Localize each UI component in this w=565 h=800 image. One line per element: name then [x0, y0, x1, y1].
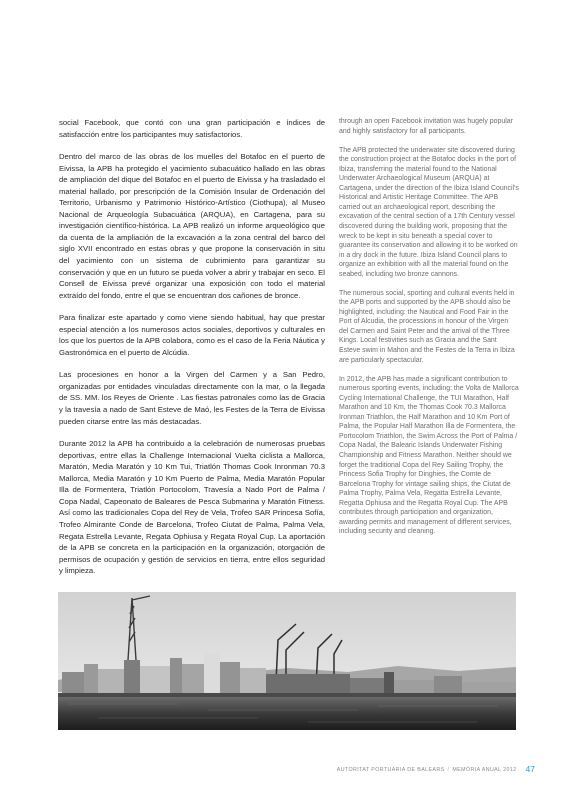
spanish-paragraph: Durante 2012 la APB ha contribuido a la celebración de numerosas pruebas deportivas, entre ellas la Challenge Internacional Vuelta ciclista a Mallorca, Maratón, Media Maratón y 10 Km Tui, Triatlón Thomas Cook Inronman 70.3 Mallorca, Media Maratón y 10 Km Puerto de Palma, Media Maratón Popular Illa de Formentera, Triatlón Portocolom, Travesía a Nado Port de Palma / Copa Nadal, Capeonato de Baleares de Pesca Submarina y Maratón Fitness. Así como las tradicionales Copa del Rey de Vela, Trofeo SAR Princesa Sofía, Trofeo Almirante Conde de Barcelona, Trofeo Ciutat de Palma, Palma Vela, Regata Estrella Levante, Regata Ophiusa y Regata Royal Cup. La aportación de la APB se concreta en la participación en la organización, otorgación de permisos de ocupación y gestión de servicios en tierra, entre ellos seguridad y limpieza.: [59, 439, 325, 576]
english-text-column: [339, 117, 519, 546]
english-paragraph: In 2012, the APB has made a significant contribution to numerous sporting events, including: the Volta de Mallorca Cycling International Challenge, the TUI Marathon, Half Marathon and 10 Km, the Thomas Cook 70.3 Mallorca Ironman Triathlon, the Half Marathon and 10 Km Port of Palma, the Popular Half Marathon Illa de Formentera, the Portocolom Triathlon, the Swim Across the Port of Palma / Copa Nadal, the Balearic Islands Underwater Fishing Championship and Fitness Marathon. Neither should we forget the traditional Copa del Rey Sailing Trophy, the Princess Sofia Trophy for Dinghies, the Comte de Barcelona Trophy for vintage sailing ships, the Ciutat de Palma Trophy, Palma Vela, Regatta Estrella Levante, Regatta Ophiusa and the Regatta Royal Cup. The APB contributes through participation and organization, awarding permits and management of different services, including security and cleaning.: [339, 375, 519, 536]
footer-organization: AUTORITAT PORTUÀRIA DE BALEARS: [336, 767, 445, 773]
harbour-photo-image: [58, 592, 516, 730]
footer-separator: /: [447, 767, 450, 773]
spanish-paragraph: social Facebook, que contó con una gran participación e índices de satisfacción entre los participantes muy satisfactorios.: [59, 118, 325, 139]
english-paragraph: through an open Facebook invitation was hugely popular and highly satisfactory for all participants.: [339, 118, 513, 135]
english-paragraph: The numerous social, sporting and cultural events held in the APB ports and supported by the APB should also be highlighted, including: the Nautical and Food Fair in the Port of Alcudia, the processions in honour of the Virgen del Carmen and Saint Peter and the arrival of the Three Kings. Local festivities such as Gracia and the Sant Esteve swim in Mahon and the Festes de la Terra in Ibiza are particularly spectacular.: [339, 289, 515, 364]
page-footer: [337, 764, 535, 774]
english-paragraph: The APB protected the underwater site discovered during the construction project at the Botafoc docks in the port of Ibiza, transferring the material found to the National Underwater Archaeological Museum (ARQUA) at Cartagena, under the direction of the Ibiza Island Council's Historical and Artistic Heritage Committee. The APB carried out an archaeological report, describing the excavation of the central section of a 17th Century vessel discovered during the building work, proposing that the wreck to be kept in situ beneath a special cover to guarantee its conservation and allowing it to be worked on in a dry dock in the future. Ibiza Island Council plans to organize an exhibition with all the material found on the seabed, including two bronze cannons.: [339, 146, 519, 278]
spanish-paragraph: Para finalizar este apartado y como viene siendo habitual, hay que prestar especial atención a los numerosos actos sociales, deportivos y culturales en los que los puertos de la APB colabora, como es el caso de la Feria Náutica y Gastronómica en el puerto de Alcúdia.: [59, 313, 325, 357]
spanish-text-column: [59, 117, 325, 588]
spanish-paragraph: Dentro del marco de las obras de los muelles del Botafoc en el puerto de Eivissa, la APB ha protegido el yacimiento subacuático hallado en las obras de ampliación del dique del Botafoc en el puerto de Eivissa y ha trasladado el material hallado, por prescripción de la Comisión Insular de Ordenación del Territorio, Urbanismo y Patrimonio Histórico-Artístico (Ciothupa), al Museo Nacional de Arqueología Subacuática (ARQUA), en Cartagena, para su investigación científico-histórica. La APB realizó un informe arqueológico que da cuenta de la ampliación de la excavación a la zona central del barco del siglo XVII encontrado en estas obras y que propone la conservación in situ del yacimiento con un sistema de cubrimiento para garantizar su conservación y que en un futuro se pueda volver a abrir y trabajar en seco. El Consell de Eivissa prevé organizar una exposición con todo el material extraído del fondo, entre el que se encuentran dos cañones de bronce.: [59, 152, 325, 300]
page-number: 47: [525, 764, 535, 774]
footer-report-title: MEMÒRIA ANUAL 2012: [452, 767, 517, 773]
harbour-photo: [58, 592, 516, 730]
spanish-paragraph: Las procesiones en honor a la Virgen del Carmen y a San Pedro, organizadas por entidades vinculadas directamente con la mar, o la llegada de SS. MM. los Reyes de Oriente . Las fiestas patronales como las de Gracia y la travesía a nado de Sant Esteve de Maó, les Festes de la Terra de Eivissa pueden citarse entre las más destacadas.: [59, 370, 325, 426]
